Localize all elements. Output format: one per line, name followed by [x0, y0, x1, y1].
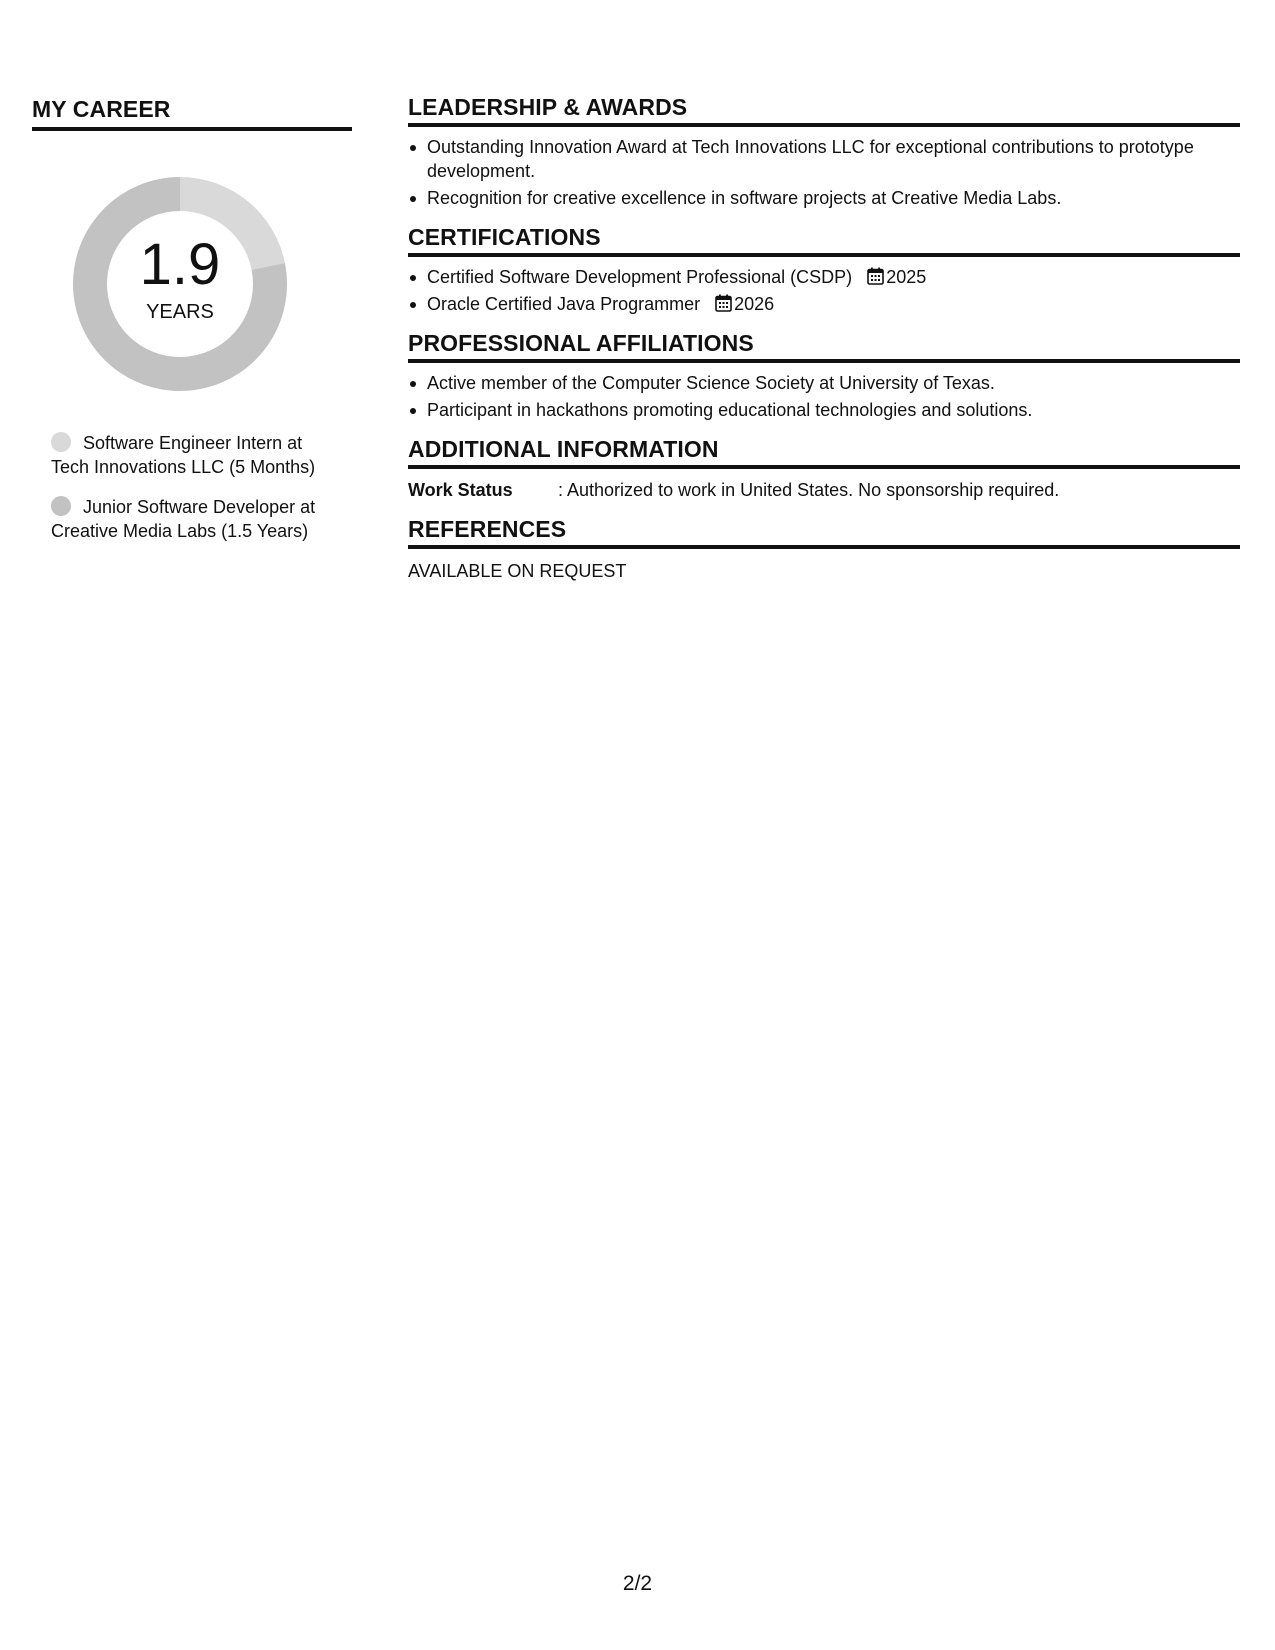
certifications-section — [408, 224, 1240, 316]
additional-info-heading: ADDITIONAL INFORMATION — [408, 436, 1240, 469]
list-item — [408, 265, 1240, 289]
certification-name: Oracle Certified Java Programmer — [427, 294, 701, 314]
page-number: 2/2 — [622, 1572, 653, 1595]
references-heading: REFERENCES — [408, 516, 1240, 549]
legend-item — [51, 495, 321, 543]
affiliations-list — [408, 371, 1240, 422]
certification-name: Certified Software Development Professional (CSDP) — [427, 267, 853, 287]
legend-label: Software Engineer Intern at Tech Innovations LLC (5 Months) — [51, 433, 316, 477]
list-item: Outstanding Innovation Award at Tech Innovations LLC for exceptional contributions to prototype development. — [408, 135, 1240, 183]
additional-info-section — [408, 436, 1240, 502]
certification-year: 2026 — [734, 294, 775, 314]
list-item: Recognition for creative excellence in software projects at Creative Media Labs. — [408, 186, 1240, 210]
main-column — [408, 94, 1240, 597]
work-status-value: : Authorized to work in United States. No sponsorship required. — [558, 480, 1060, 500]
career-legend — [51, 431, 321, 543]
leadership-section — [408, 94, 1240, 210]
calendar-icon — [715, 294, 732, 312]
legend-dot-icon — [51, 496, 71, 516]
leadership-heading: LEADERSHIP & AWARDS — [408, 94, 1240, 127]
legend-label: Junior Software Developer at Creative Media Labs (1.5 Years) — [51, 497, 316, 541]
list-item — [408, 292, 1240, 316]
career-donut-chart — [65, 169, 295, 399]
career-column — [32, 96, 352, 559]
legend-dot-icon — [51, 432, 71, 452]
affiliations-heading: PROFESSIONAL AFFILIATIONS — [408, 330, 1240, 363]
affiliations-section — [408, 330, 1240, 422]
certifications-heading: CERTIFICATIONS — [408, 224, 1240, 257]
leadership-list — [408, 135, 1240, 210]
career-heading: MY CAREER — [32, 96, 352, 131]
work-status-label: Work Status — [408, 480, 513, 500]
career-years-value: 1.9 — [139, 232, 221, 297]
references-section — [408, 516, 1240, 583]
donut-center — [65, 169, 295, 399]
work-status-row — [408, 478, 1240, 502]
certifications-list — [408, 265, 1240, 316]
references-text: AVAILABLE ON REQUEST — [408, 561, 627, 581]
career-years-unit: YEARS — [146, 301, 214, 323]
certification-year: 2025 — [886, 267, 927, 287]
list-item: Active member of the Computer Science Society at University of Texas. — [408, 371, 1240, 395]
legend-item — [51, 431, 321, 479]
list-item: Participant in hackathons promoting educational technologies and solutions. — [408, 398, 1240, 422]
calendar-icon — [867, 267, 884, 285]
